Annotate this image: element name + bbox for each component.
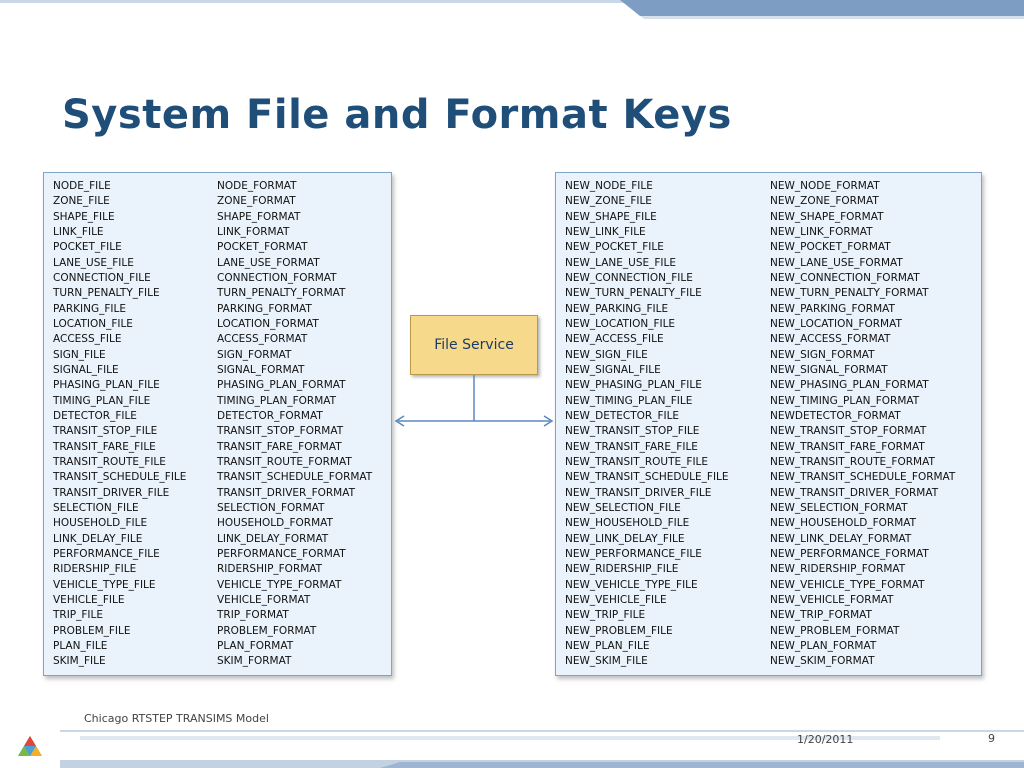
format-key: NEW_LINK_DELAY_FORMAT — [770, 532, 912, 545]
format-key: LINK_DELAY_FORMAT — [217, 532, 329, 545]
file-key: VEHICLE_TYPE_FILE — [53, 578, 156, 591]
file-key: TRANSIT_STOP_FILE — [53, 425, 158, 438]
file-key: PARKING_FILE — [53, 302, 126, 315]
format-key: SIGN_FORMAT — [217, 348, 292, 361]
format-key: VEHICLE_FORMAT — [217, 593, 311, 606]
format-key: NEW_TIMING_PLAN_FORMAT — [770, 394, 920, 407]
file-key: NEW_TRANSIT_STOP_FILE — [565, 425, 700, 438]
file-key: NEW_SHAPE_FILE — [565, 210, 657, 223]
file-key: HOUSEHOLD_FILE — [53, 517, 148, 530]
page-number: 9 — [988, 732, 995, 745]
input-files-panel — [43, 172, 392, 676]
format-key: LANE_USE_FORMAT — [217, 256, 320, 269]
file-key: PERFORMANCE_FILE — [53, 547, 160, 560]
file-key: TIMING_PLAN_FILE — [53, 394, 151, 407]
file-key: NEW_RIDERSHIP_FILE — [565, 563, 679, 576]
file-key: NEW_SKIM_FILE — [565, 655, 648, 668]
format-key: PERFORMANCE_FORMAT — [217, 547, 346, 560]
footer-date: 1/20/2011 — [797, 733, 854, 746]
slide-title: System File and Format Keys — [62, 92, 732, 138]
format-key: ZONE_FORMAT — [217, 195, 296, 208]
format-key: SKIM_FORMAT — [217, 655, 292, 668]
file-key: PHASING_PLAN_FILE — [53, 379, 160, 392]
format-key: TIMING_PLAN_FORMAT — [217, 394, 337, 407]
file-key: NEW_LINK_FILE — [565, 225, 646, 238]
format-key: TRANSIT_FARE_FORMAT — [217, 440, 342, 453]
format-key: TRIP_FORMAT — [217, 609, 289, 622]
format-key: NEW_NODE_FORMAT — [770, 180, 880, 192]
format-key: NEW_TRANSIT_ROUTE_FORMAT — [770, 455, 935, 468]
format-key: CONNECTION_FORMAT — [217, 271, 337, 284]
format-key: NEW_SIGNAL_FORMAT — [770, 363, 888, 376]
top-decor-band — [0, 0, 1024, 20]
format-key: TRANSIT_ROUTE_FORMAT — [217, 455, 352, 468]
file-key: LOCATION_FILE — [53, 317, 133, 330]
format-key: NEW_PLAN_FORMAT — [770, 639, 877, 652]
file-key: NEW_PARKING_FILE — [565, 302, 669, 315]
format-key: NODE_FORMAT — [217, 180, 297, 192]
output-files-panel — [555, 172, 982, 676]
format-key: NEW_TRANSIT_FARE_FORMAT — [770, 440, 925, 453]
format-key: NEW_TRIP_FORMAT — [770, 609, 872, 622]
footer-text: Chicago RTSTEP TRANSIMS Model — [84, 712, 269, 725]
file-key: NEW_TRANSIT_ROUTE_FILE — [565, 455, 709, 468]
format-key: NEW_ACCESS_FORMAT — [770, 333, 891, 346]
format-key: NEW_PERFORMANCE_FORMAT — [770, 547, 929, 560]
format-key: NEW_LANE_USE_FORMAT — [770, 256, 903, 269]
format-key: NEWDETECTOR_FORMAT — [770, 409, 901, 422]
file-key: SIGNAL_FILE — [53, 363, 119, 376]
file-key: NEW_NODE_FILE — [565, 180, 653, 192]
format-key: PARKING_FORMAT — [217, 302, 312, 315]
file-key: TRANSIT_FARE_FILE — [53, 440, 156, 453]
file-key: NEW_TRIP_FILE — [565, 609, 646, 622]
format-key: TRANSIT_SCHEDULE_FORMAT — [217, 471, 373, 484]
file-key: NEW_LOCATION_FILE — [565, 317, 676, 330]
format-key: NEW_SIGN_FORMAT — [770, 348, 875, 361]
file-key: NEW_TRANSIT_SCHEDULE_FILE — [565, 471, 729, 484]
format-key: SHAPE_FORMAT — [217, 210, 301, 223]
file-key: NEW_ZONE_FILE — [565, 195, 652, 208]
format-key: PLAN_FORMAT — [217, 639, 294, 652]
file-key: NEW_VEHICLE_TYPE_FILE — [565, 578, 698, 591]
file-key: NEW_CONNECTION_FILE — [565, 271, 693, 284]
file-key: NEW_POCKET_FILE — [565, 241, 664, 254]
format-key: POCKET_FORMAT — [217, 241, 308, 254]
format-key: NEW_ZONE_FORMAT — [770, 195, 879, 208]
file-key: NEW_ACCESS_FILE — [565, 333, 664, 346]
format-key: ACCESS_FORMAT — [217, 333, 308, 346]
format-key: NEW_TURN_PENALTY_FORMAT — [770, 287, 929, 300]
file-key: NEW_TRANSIT_FARE_FILE — [565, 440, 698, 453]
file-key: NEW_TURN_PENALTY_FILE — [565, 287, 702, 300]
file-key: LINK_DELAY_FILE — [53, 532, 143, 545]
format-key: TURN_PENALTY_FORMAT — [217, 287, 346, 300]
format-key: NEW_SHAPE_FORMAT — [770, 210, 884, 223]
file-service-connector — [392, 375, 556, 435]
format-key: LINK_FORMAT — [217, 225, 290, 238]
format-key: NEW_TRANSIT_SCHEDULE_FORMAT — [770, 471, 956, 484]
file-key: NODE_FILE — [53, 180, 111, 192]
format-key: NEW_PARKING_FORMAT — [770, 302, 895, 315]
format-key: TRANSIT_DRIVER_FORMAT — [217, 486, 356, 499]
format-key: NEW_SKIM_FORMAT — [770, 655, 875, 668]
format-key: NEW_PROBLEM_FORMAT — [770, 624, 900, 637]
format-key: SIGNAL_FORMAT — [217, 363, 305, 376]
file-key: NEW_TIMING_PLAN_FILE — [565, 394, 693, 407]
format-key: PHASING_PLAN_FORMAT — [217, 379, 346, 392]
file-key: NEW_PERFORMANCE_FILE — [565, 547, 702, 560]
format-key: NEW_HOUSEHOLD_FORMAT — [770, 517, 917, 530]
format-key: NEW_VEHICLE_FORMAT — [770, 593, 894, 606]
format-key: NEW_PHASING_PLAN_FORMAT — [770, 379, 929, 392]
file-key: NEW_HOUSEHOLD_FILE — [565, 517, 690, 530]
file-key: TRANSIT_DRIVER_FILE — [53, 486, 170, 499]
file-key: NEW_PROBLEM_FILE — [565, 624, 673, 637]
format-key: TRANSIT_STOP_FORMAT — [217, 425, 344, 438]
file-key: SELECTION_FILE — [53, 501, 139, 514]
file-key: NEW_PLAN_FILE — [565, 639, 650, 652]
file-key: NEW_SIGNAL_FILE — [565, 363, 661, 376]
tricolor-triangle-logo-icon — [18, 736, 42, 756]
file-key: POCKET_FILE — [53, 241, 122, 254]
file-key: NEW_VEHICLE_FILE — [565, 593, 667, 606]
file-key: VEHICLE_FILE — [53, 593, 125, 606]
file-key: LANE_USE_FILE — [53, 256, 134, 269]
file-key: PLAN_FILE — [53, 639, 108, 652]
format-key: HOUSEHOLD_FORMAT — [217, 517, 333, 530]
format-key: PROBLEM_FORMAT — [217, 624, 317, 637]
file-key: SHAPE_FILE — [53, 210, 115, 223]
file-key: NEW_LANE_USE_FILE — [565, 256, 676, 269]
file-key: NEW_TRANSIT_DRIVER_FILE — [565, 486, 712, 499]
format-key: LOCATION_FORMAT — [217, 317, 319, 330]
format-key: NEW_VEHICLE_TYPE_FORMAT — [770, 578, 925, 591]
format-key: RIDERSHIP_FORMAT — [217, 563, 323, 576]
footer-decor-band — [0, 728, 1024, 768]
file-key: NEW_SIGN_FILE — [565, 348, 648, 361]
file-service-box: File Service — [410, 315, 538, 375]
file-key: CONNECTION_FILE — [53, 271, 151, 284]
format-key: DETECTOR_FORMAT — [217, 409, 323, 422]
file-key: TRANSIT_SCHEDULE_FILE — [53, 471, 187, 484]
file-key: SKIM_FILE — [53, 655, 106, 668]
file-key: SIGN_FILE — [53, 348, 106, 361]
format-key: NEW_SELECTION_FORMAT — [770, 501, 908, 514]
file-key: NEW_LINK_DELAY_FILE — [565, 532, 685, 545]
file-key: NEW_DETECTOR_FILE — [565, 409, 680, 422]
format-key: NEW_CONNECTION_FORMAT — [770, 271, 920, 284]
file-key: ACCESS_FILE — [53, 333, 122, 346]
file-key: TURN_PENALTY_FILE — [53, 287, 160, 300]
format-key: NEW_TRANSIT_STOP_FORMAT — [770, 425, 927, 438]
file-key: ZONE_FILE — [53, 195, 110, 208]
file-key: TRANSIT_ROUTE_FILE — [53, 455, 166, 468]
file-key: LINK_FILE — [53, 225, 104, 238]
file-key: PROBLEM_FILE — [53, 624, 131, 637]
file-key: NEW_PHASING_PLAN_FILE — [565, 379, 702, 392]
format-key: VEHICLE_TYPE_FORMAT — [217, 578, 342, 591]
file-key: RIDERSHIP_FILE — [53, 563, 137, 576]
format-key: NEW_POCKET_FORMAT — [770, 241, 891, 254]
format-key: NEW_RIDERSHIP_FORMAT — [770, 563, 906, 576]
file-key: DETECTOR_FILE — [53, 409, 137, 422]
file-key: NEW_SELECTION_FILE — [565, 501, 681, 514]
format-key: NEW_TRANSIT_DRIVER_FORMAT — [770, 486, 939, 499]
format-key: SELECTION_FORMAT — [217, 501, 325, 514]
format-key: NEW_LINK_FORMAT — [770, 225, 873, 238]
format-key: NEW_LOCATION_FORMAT — [770, 317, 902, 330]
file-key: TRIP_FILE — [53, 609, 104, 622]
